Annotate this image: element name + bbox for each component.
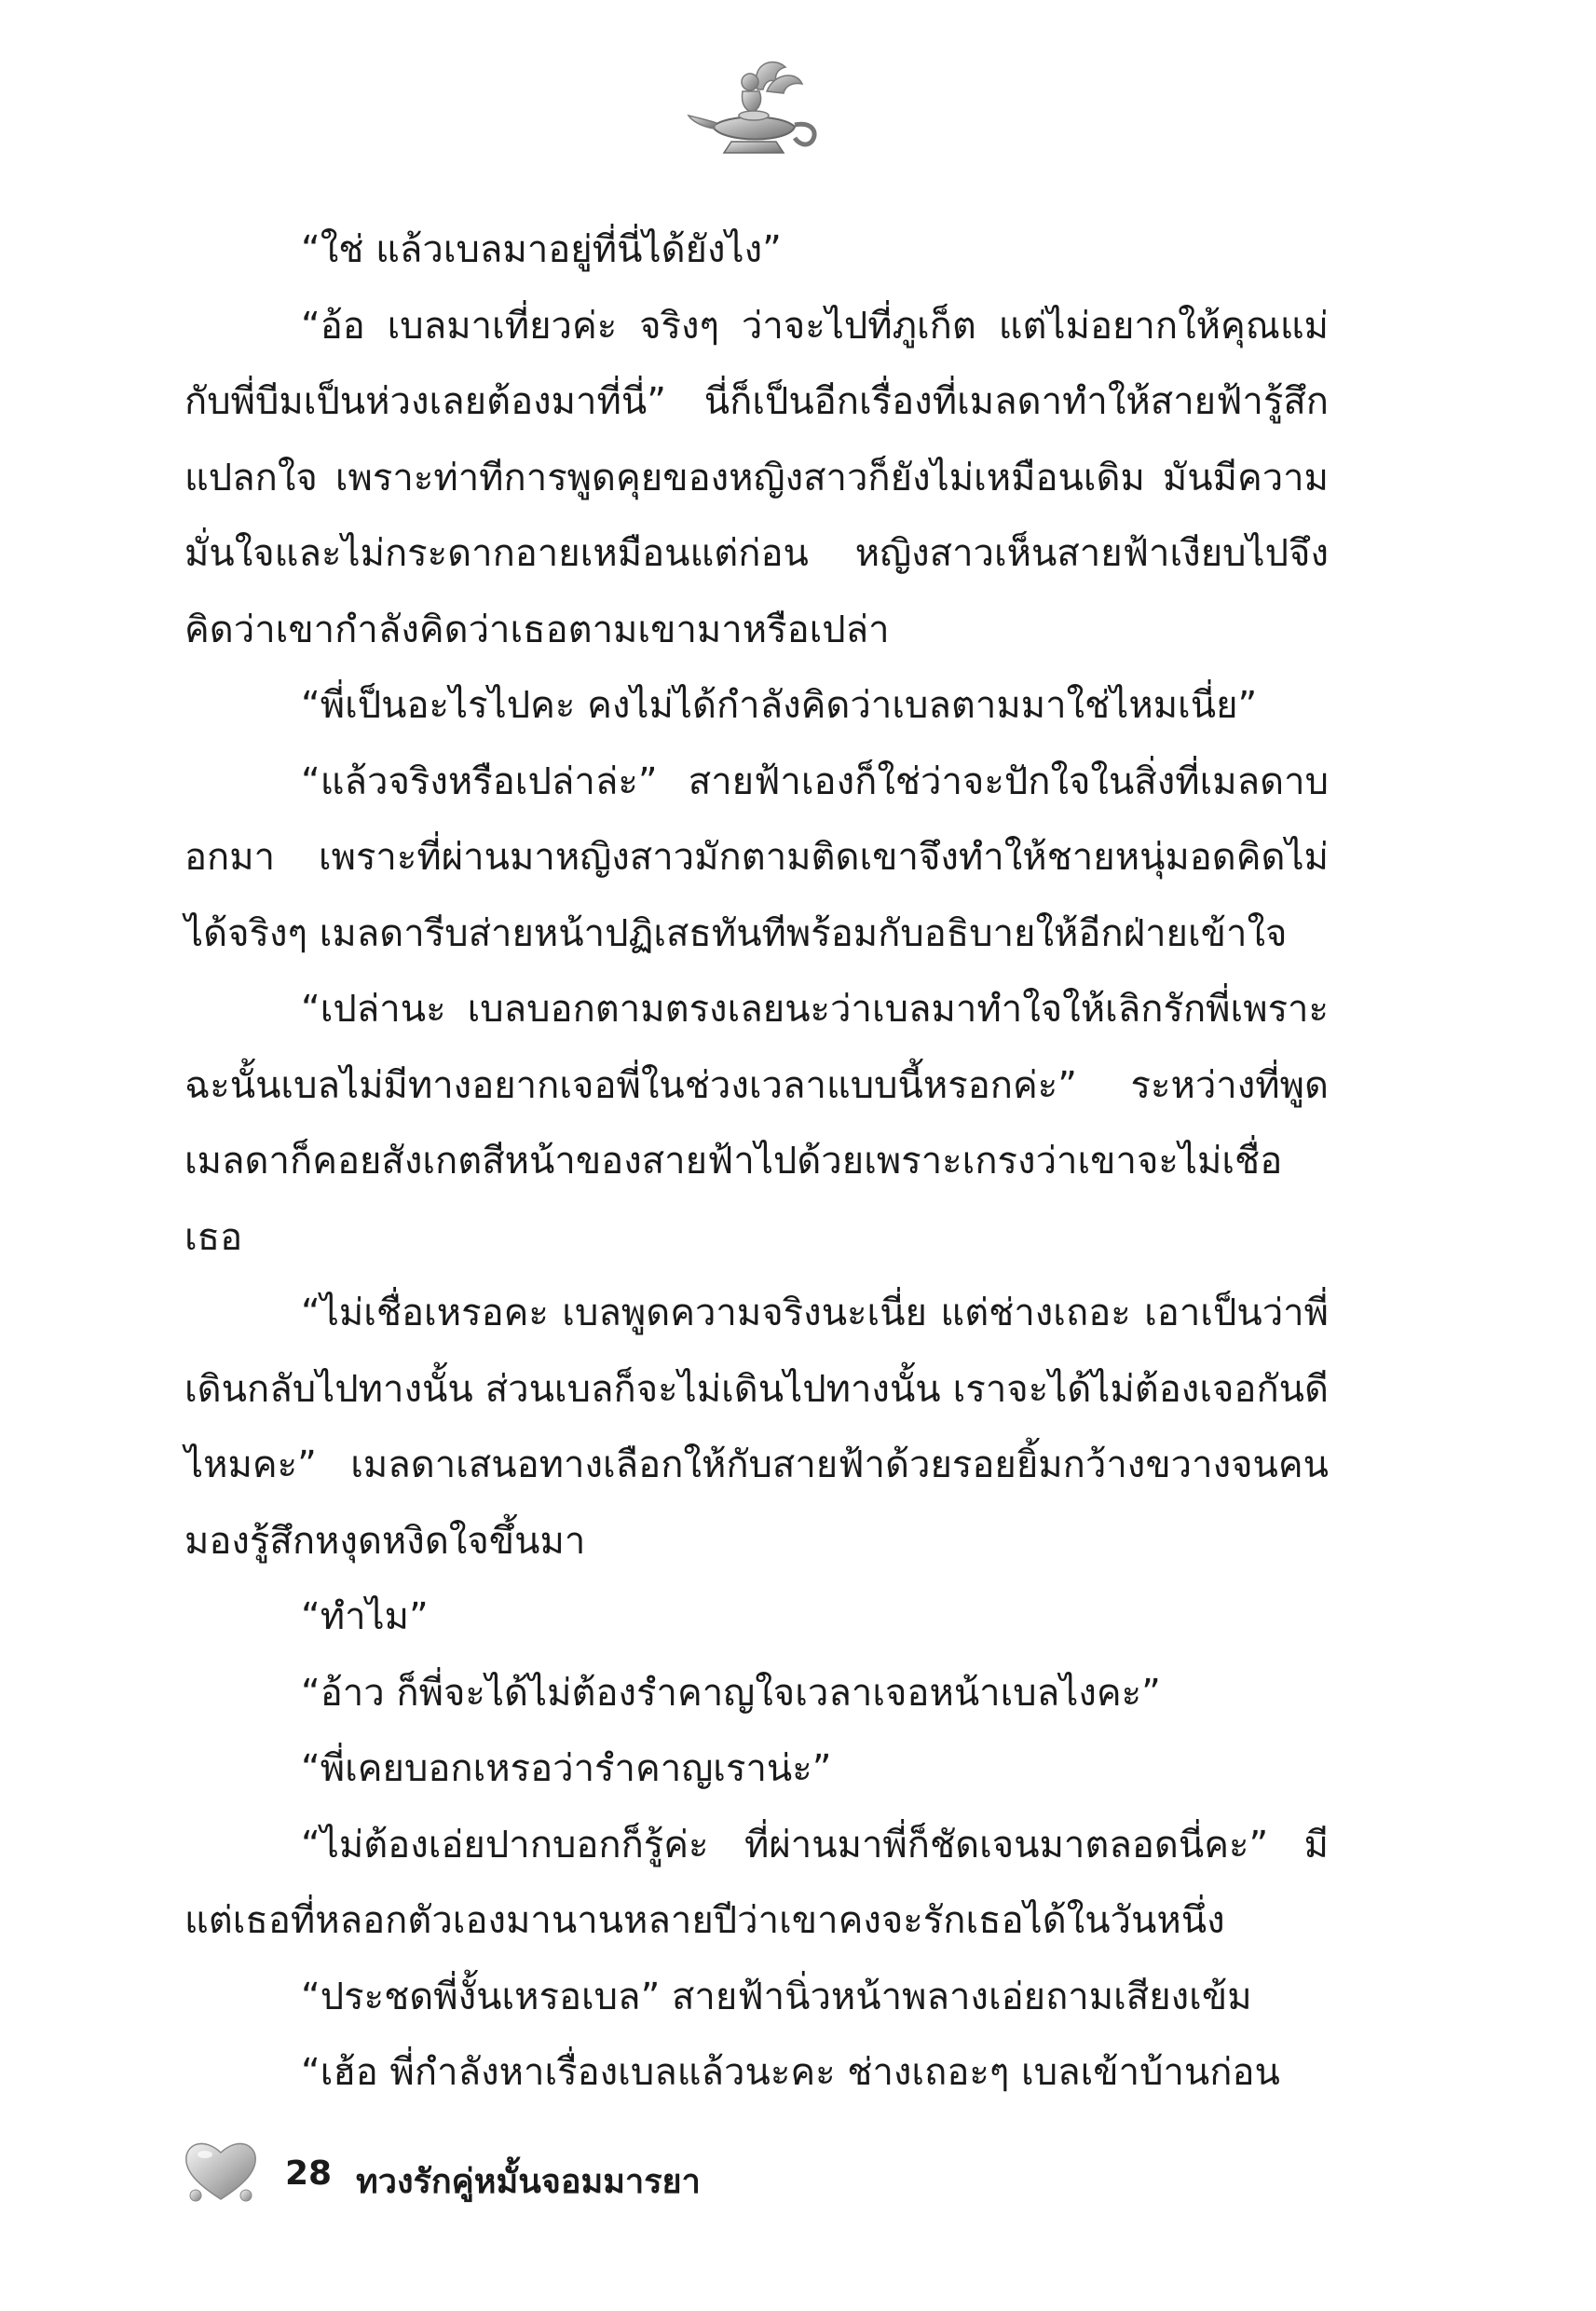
book-title: ทวงรักคู่หมั้นจอมมารยา [356,2163,701,2201]
heart-ornament-icon [179,2134,263,2208]
paragraph: “พี่เคยบอกเหรอว่ารำคาญเราน่ะ” [301,1747,832,1790]
paragraph: “ใช่ แล้วเบลมาอยู่ที่นี่ได้ยังไง” [301,228,782,271]
story-text [184,212,1329,2112]
paragraph: “ทำไม” [301,1595,429,1638]
page-number: 28 [285,2154,333,2193]
paragraph: “ไม่เชื่อเหรอคะ เบลพูดความจริงนะเนี่ย แต่ช่างเถอะ เอาเป็นว่าพี่เดินกลับไปทางนั้น ส่วนเบลก็จะไม่เดินไปทางนั้น เราจะได้ไม่ต้องเจอกันดีไหมคะ” เมลดาเสนอทางเลือกให้กับสายฟ้าด้วยรอยยิ้มกว้างขวางจนคนมองรู้สึกหงุดหงิดใจขึ้นมา [184,1292,1329,1563]
paragraph: “ประชดพี่งั้นเหรอเบล” สายฟ้านิ่วหน้าพลางเอ่ยถามเสียงเข้ม [301,1975,1252,2018]
paragraph: “อ้าว ก็พี่จะได้ไม่ต้องรำคาญใจเวลาเจอหน้าเบลไงคะ” [301,1671,1161,1715]
paragraph: “เฮ้อ พี่กำลังหาเรื่องเบลแล้วนะคะ ช่างเถอะๆ เบลเข้าบ้านก่อน [301,2051,1280,2094]
paragraph: “ไม่ต้องเอ่ยปากบอกก็รู้ค่ะ ที่ผ่านมาพี่ก็ชัดเจนมาตลอดนี่คะ” มีแต่เธอที่หลอกตัวเองมานานหลายปีว่าเขาคงจะรักเธอได้ในวันหนึ่ง [184,1823,1329,1942]
paragraph: “เปล่านะ เบลบอกตามตรงเลยนะว่าเบลมาทำใจให้เลิกรักพี่เพราะฉะนั้นเบลไม่มีทางอยากเจอพี่ในช่วงเวลาแบบนี้หรอกค่ะ” ระหว่างที่พูดเมลดาก็คอยสังเกตสีหน้าของสายฟ้าไปด้วยเพราะเกรงว่าเขาจะไม่เชื่อเธอ [184,988,1329,1259]
cupid-teapot-ornament-icon [685,54,825,164]
page-footer [179,2134,831,2218]
paragraph: “อ้อ เบลมาเที่ยวค่ะ จริงๆ ว่าจะไปที่ภูเก็ต แต่ไม่อยากให้คุณแม่กับพี่บีมเป็นห่วงเลยต้องมาที่นี่” นี่ก็เป็นอีกเรื่องที่เมลดาทำให้สายฟ้ารู้สึกแปลกใจ เพราะท่าทีการพูดคุยของหญิงสาวก็ยังไม่เหมือนเดิม มันมีความมั่นใจและไม่กระดากอายเหมือนแต่ก่อน หญิงสาวเห็นสายฟ้าเงียบไปจึงคิดว่าเขากำลังคิดว่าเธอตามเขามาหรือเปล่า [184,304,1329,651]
paragraph: “พี่เป็นอะไรไปคะ คงไม่ได้กำลังคิดว่าเบลตามมาใช่ไหมเนี่ย” [301,684,1258,727]
paragraph: “แล้วจริงหรือเปล่าล่ะ” สายฟ้าเองก็ใช่ว่าจะปักใจในสิ่งที่เมลดาบอกมา เพราะที่ผ่านมาหญิงสาวมักตามติดเขาจึงทำให้ชายหนุ่มอดคิดไม่ได้จริงๆ เมลดารีบส่ายหน้าปฏิเสธทันทีพร้อมกับอธิบายให้อีกฝ่ายเข้าใจ [184,759,1329,955]
